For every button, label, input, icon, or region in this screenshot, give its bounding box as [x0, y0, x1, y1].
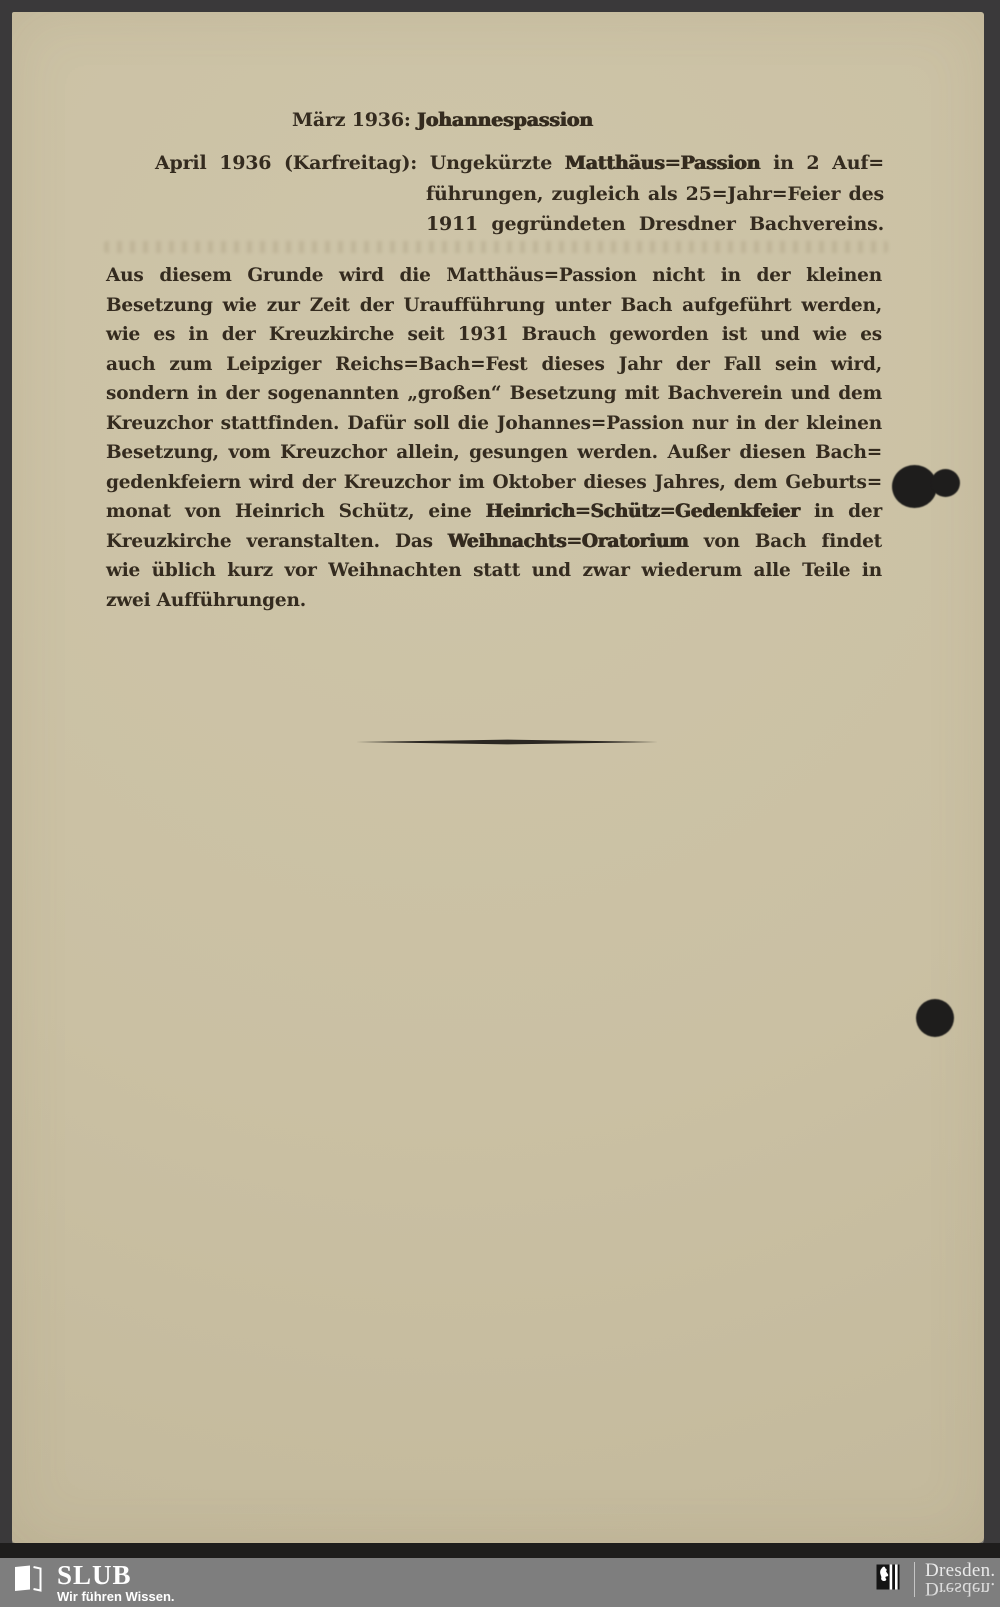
- divider-rule: [356, 739, 658, 745]
- dresden-divider: [914, 1562, 915, 1597]
- paragraph-line: monat von Heinrich Schütz, eine Heinrich=Schütz=Gedenkfeier in der: [106, 501, 882, 522]
- paragraph-line: auch zum Leipziger Reichs=Bach=Fest dieses Jahr der Fall sein wird,: [106, 353, 882, 375]
- dresden-coat-of-arms-icon: [876, 1564, 900, 1591]
- footer-bar: [0, 1558, 1000, 1607]
- scan-bottom-shadow: [0, 1543, 1000, 1558]
- heading-line-1: März 1936: Johannespassion: [292, 109, 593, 131]
- paragraph-line: zwei Aufführungen.: [106, 589, 306, 611]
- punch-hole: [916, 999, 954, 1037]
- heading-line-4: 1911 gegründeten Dresdner Bachvereins.: [426, 213, 884, 235]
- scan-page: [12, 12, 984, 1543]
- slub-book-icon: [13, 1563, 43, 1593]
- paragraph-line: Kreuzchor stattfinden. Dafür soll die Johannes=Passion nur in der kleinen: [106, 412, 882, 434]
- punch-hole: [892, 465, 937, 508]
- paragraph-line: Kreuzkirche veranstalten. Das Weihnachts=Oratorium von Bach findet: [106, 530, 882, 552]
- paragraph: [106, 261, 882, 615]
- heading-line-3: führungen, zugleich als 25=Jahr=Feier des: [426, 183, 884, 205]
- dresden-wordmark-group: [925, 1562, 995, 1597]
- paragraph-line: wie es in der Kreuzkirche seit 1931 Brauch geworden ist und wie es: [106, 324, 882, 345]
- dresden-wordmark: Dresden.: [925, 1560, 996, 1581]
- paragraph-line: Besetzung wie zur Zeit der Uraufführung unter Bach aufgeführt werden,: [106, 294, 882, 316]
- slub-logo[interactable]: [13, 1561, 175, 1604]
- dresden-wordmark-reflection: Dresden.: [925, 1578, 996, 1599]
- slub-tagline: Wir führen Wissen.: [57, 1589, 175, 1604]
- dresden-logo[interactable]: [876, 1562, 995, 1597]
- paragraph-line: wie üblich kurz vor Weihnachten statt und zwar wiederum alle Teile in: [106, 560, 882, 581]
- paragraph-line: Aus diesem Grunde wird die Matthäus=Passion nicht in der kleinen: [106, 265, 882, 286]
- heading-line-2: April 1936 (Karfreitag): Ungekürzte Matthäus=Passion in 2 Auf=: [155, 152, 885, 174]
- paragraph-line: gedenkfeiern wird der Kreuzchor im Oktober dieses Jahres, dem Geburts=: [106, 471, 882, 493]
- paragraph-line: Besetzung, vom Kreuzchor allein, gesungen werden. Außer diesen Bach=: [106, 442, 882, 463]
- slub-wordmark: SLUB: [57, 1560, 132, 1590]
- paragraph-line: sondern in der sogenannten „großen“ Besetzung mit Bachverein und dem: [106, 383, 882, 404]
- punch-hole: [931, 469, 960, 497]
- show-through-marks: [104, 241, 888, 253]
